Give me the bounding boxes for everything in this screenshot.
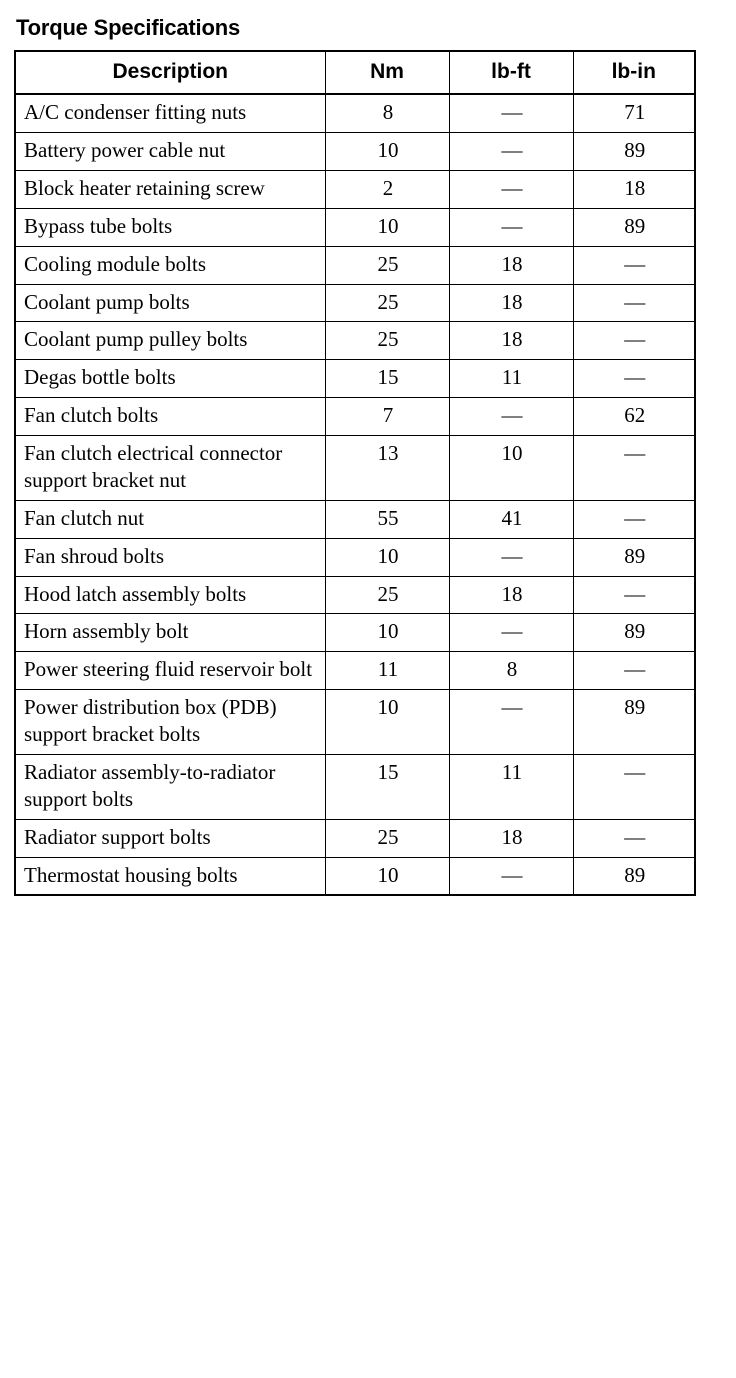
cell-nm: 2 bbox=[325, 170, 449, 208]
cell-nm: 11 bbox=[325, 652, 449, 690]
torque-specifications-table bbox=[14, 50, 696, 896]
cell-lb-ft: — bbox=[449, 857, 573, 895]
cell-lb-in: — bbox=[573, 754, 695, 819]
table-body bbox=[15, 94, 695, 895]
cell-lb-ft: — bbox=[449, 538, 573, 576]
cell-nm: 13 bbox=[325, 436, 449, 501]
cell-lb-ft: — bbox=[449, 690, 573, 755]
cell-lb-in: 62 bbox=[573, 398, 695, 436]
cell-nm: 25 bbox=[325, 246, 449, 284]
cell-lb-in: — bbox=[573, 436, 695, 501]
cell-lb-in: — bbox=[573, 360, 695, 398]
cell-lb-in: — bbox=[573, 500, 695, 538]
cell-description: Fan clutch electrical connector support bracket nut bbox=[15, 436, 325, 501]
cell-lb-in: — bbox=[573, 576, 695, 614]
table-row bbox=[15, 538, 695, 576]
table-row bbox=[15, 754, 695, 819]
cell-description: Radiator support bolts bbox=[15, 819, 325, 857]
cell-nm: 10 bbox=[325, 538, 449, 576]
cell-nm: 55 bbox=[325, 500, 449, 538]
table-header-row bbox=[15, 51, 695, 94]
cell-lb-in: 89 bbox=[573, 614, 695, 652]
cell-nm: 15 bbox=[325, 360, 449, 398]
cell-nm: 8 bbox=[325, 94, 449, 132]
cell-description: A/C condenser fitting nuts bbox=[15, 94, 325, 132]
cell-description: Coolant pump bolts bbox=[15, 284, 325, 322]
cell-lb-ft: — bbox=[449, 133, 573, 171]
cell-lb-in: 89 bbox=[573, 538, 695, 576]
cell-description: Battery power cable nut bbox=[15, 133, 325, 171]
cell-lb-ft: 18 bbox=[449, 322, 573, 360]
cell-nm: 25 bbox=[325, 322, 449, 360]
cell-lb-ft: 18 bbox=[449, 284, 573, 322]
cell-nm: 25 bbox=[325, 819, 449, 857]
cell-nm: 15 bbox=[325, 754, 449, 819]
table-row bbox=[15, 284, 695, 322]
cell-nm: 10 bbox=[325, 614, 449, 652]
cell-lb-ft: 10 bbox=[449, 436, 573, 501]
cell-nm: 7 bbox=[325, 398, 449, 436]
cell-description: Fan clutch bolts bbox=[15, 398, 325, 436]
cell-description: Coolant pump pulley bolts bbox=[15, 322, 325, 360]
cell-lb-ft: 11 bbox=[449, 360, 573, 398]
cell-nm: 10 bbox=[325, 690, 449, 755]
table-header bbox=[15, 51, 695, 94]
cell-lb-ft: 18 bbox=[449, 819, 573, 857]
cell-description: Hood latch assembly bolts bbox=[15, 576, 325, 614]
table-row bbox=[15, 614, 695, 652]
cell-lb-in: 71 bbox=[573, 94, 695, 132]
column-header-lb-ft: lb-ft bbox=[449, 51, 573, 94]
table-row bbox=[15, 360, 695, 398]
page-title: Torque Specifications bbox=[16, 15, 240, 40]
cell-lb-ft: — bbox=[449, 398, 573, 436]
table-row bbox=[15, 819, 695, 857]
cell-nm: 25 bbox=[325, 576, 449, 614]
column-header-description: Description bbox=[15, 51, 325, 94]
cell-lb-in: — bbox=[573, 246, 695, 284]
cell-lb-in: 89 bbox=[573, 857, 695, 895]
cell-nm: 25 bbox=[325, 284, 449, 322]
table-row bbox=[15, 652, 695, 690]
cell-description: Bypass tube bolts bbox=[15, 208, 325, 246]
cell-lb-ft: 8 bbox=[449, 652, 573, 690]
cell-lb-ft: — bbox=[449, 94, 573, 132]
cell-nm: 10 bbox=[325, 208, 449, 246]
cell-lb-in: 89 bbox=[573, 690, 695, 755]
table-row bbox=[15, 690, 695, 755]
table-row bbox=[15, 133, 695, 171]
table-row bbox=[15, 246, 695, 284]
cell-description: Degas bottle bolts bbox=[15, 360, 325, 398]
table-row bbox=[15, 436, 695, 501]
cell-lb-in: 89 bbox=[573, 208, 695, 246]
cell-lb-ft: 11 bbox=[449, 754, 573, 819]
table-row bbox=[15, 208, 695, 246]
table-row bbox=[15, 576, 695, 614]
cell-description: Fan shroud bolts bbox=[15, 538, 325, 576]
table-row bbox=[15, 398, 695, 436]
table-row bbox=[15, 500, 695, 538]
cell-nm: 10 bbox=[325, 857, 449, 895]
table-row bbox=[15, 857, 695, 895]
cell-description: Power distribution box (PDB) support bracket bolts bbox=[15, 690, 325, 755]
column-header-nm: Nm bbox=[325, 51, 449, 94]
table-row bbox=[15, 94, 695, 132]
cell-description: Fan clutch nut bbox=[15, 500, 325, 538]
cell-lb-in: — bbox=[573, 284, 695, 322]
table-row bbox=[15, 170, 695, 208]
cell-description: Radiator assembly-to-radiator support bolts bbox=[15, 754, 325, 819]
cell-lb-ft: 18 bbox=[449, 576, 573, 614]
cell-description: Horn assembly bolt bbox=[15, 614, 325, 652]
cell-description: Cooling module bolts bbox=[15, 246, 325, 284]
table-row bbox=[15, 322, 695, 360]
cell-lb-ft: 41 bbox=[449, 500, 573, 538]
cell-lb-in: — bbox=[573, 322, 695, 360]
cell-description: Block heater retaining screw bbox=[15, 170, 325, 208]
cell-lb-ft: — bbox=[449, 170, 573, 208]
cell-lb-in: 18 bbox=[573, 170, 695, 208]
cell-lb-ft: — bbox=[449, 208, 573, 246]
cell-nm: 10 bbox=[325, 133, 449, 171]
column-header-lb-in: lb-in bbox=[573, 51, 695, 94]
cell-lb-in: — bbox=[573, 652, 695, 690]
cell-lb-in: 89 bbox=[573, 133, 695, 171]
cell-lb-ft: 18 bbox=[449, 246, 573, 284]
cell-description: Thermostat housing bolts bbox=[15, 857, 325, 895]
cell-description: Power steering fluid reservoir bolt bbox=[15, 652, 325, 690]
cell-lb-ft: — bbox=[449, 614, 573, 652]
cell-lb-in: — bbox=[573, 819, 695, 857]
